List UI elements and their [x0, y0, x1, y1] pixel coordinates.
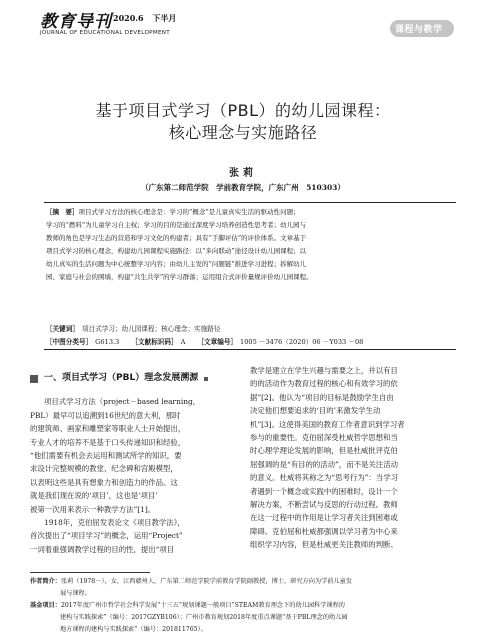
article-title-line-2: 核心理念与实施路径	[168, 123, 318, 142]
paragraph-line: 1918年，克伯屈发表论文《项目教学法》，	[44, 518, 185, 528]
paragraph-line: 决定他们想要追求的‘目的’来激发学生动	[250, 406, 381, 416]
paragraph-line: 以表明这些是具有想象力和创造力的作品。这	[30, 477, 178, 487]
fund-line: 地方课程的建构与实践探索”（编号：201811765）。	[60, 626, 207, 633]
paragraph-line: 据”[2]。他认为“项目的目标是鼓励学生自由	[250, 392, 394, 402]
body-right-column	[250, 364, 462, 552]
paragraph-line: 首次提出了“项目学习”的概念，运用“Project”	[30, 531, 183, 541]
article-no-label: ［文章编号］	[197, 338, 238, 346]
issue-info	[113, 13, 182, 24]
paragraph-line: 的的活动作为教育过程的核心和有效学习的依	[250, 379, 398, 389]
fund-line: 建构与实践探索”（编号：2017GZYB106）；广州市教育规划2018年度重点课题“基于PBL理念的幼儿园	[60, 614, 348, 621]
article-no-value: 1005 －3476（2020）06 －Y033 －08	[240, 338, 364, 346]
paragraph-line: 屈强调的是“有目的的活动”，而不是关注活动	[250, 459, 398, 469]
keywords: 项目式学习；幼儿园课程；核心理念；实施路径	[81, 325, 221, 333]
paragraph-line: 参与的重要性。克伯屈深受杜威哲学思想和当	[250, 433, 398, 443]
issue-half: 下半月	[152, 13, 177, 23]
author-bio-line: 作者简介：张莉（1978－），女，江西赣州人，广东第二师范学院学前教育学院副教授，博士，研究方向为学前儿童发	[30, 578, 353, 585]
keywords-line	[46, 323, 448, 336]
square-bullet-icon	[30, 375, 38, 383]
clc-value: G613.3	[95, 338, 120, 346]
abstract-line: 教师的角色是学习生态的营造和学习文化的构建者；具有“手脚评估”的评价体系。文章基于	[46, 234, 307, 243]
journal-header	[0, 0, 486, 48]
column-label: 课程与教学	[395, 25, 443, 35]
paragraph-line: 者遇到一个概念或实践中的困难时，设计一个	[250, 486, 398, 496]
paragraph-line: 专业人才的培养不是基于口头传递知识和经验，	[30, 437, 186, 447]
abstract-block	[46, 206, 448, 285]
paragraph-line: “他们需要有机会去运用和测试所学的知识，要	[30, 451, 182, 461]
paragraph-line: 的建筑师、画家和雕塑家等职业人士开始提出，	[30, 424, 186, 434]
abstract-line: 项目式学习的核心理念，构建幼儿园课程实施路径：以“多向联动”途径设计幼儿园课程；以	[46, 247, 307, 256]
paragraph-line: 项目式学习方法（project－based learning，	[44, 397, 201, 407]
paragraph-line: 在这一过程中的作用是让学习者关注到困难或	[250, 513, 398, 523]
classification-line	[46, 336, 448, 349]
keywords-label: ［关键词］	[46, 325, 79, 333]
paragraph-line: 的意义。杜威将其称之为“思考行为”：当学习	[250, 473, 398, 483]
journal-logo: 教育导刊	[40, 12, 112, 32]
abstract-bottom-rule	[44, 349, 456, 350]
doc-code-value: A	[180, 338, 186, 346]
section-heading	[30, 372, 240, 385]
section-heading-text: 一、项目式学习（PBL）理念发展溯源	[44, 373, 199, 383]
abstract-top-rule	[44, 202, 456, 203]
footnotes	[30, 576, 462, 636]
fund-line: 基金项目：2017年度广州市哲学社会科学发展“十三五”规划课题一般项目“STEAM教育理念下的幼儿园科学课程的	[30, 602, 345, 609]
paragraph-line: 解决方案，不断尝试与反思的行动过程。教师	[250, 500, 398, 510]
issue-number: 2020.6	[113, 13, 144, 23]
small-square-icon	[204, 377, 208, 381]
paragraph-line: 机”[3]。这使得美国的教育工作者意识到学习者	[250, 419, 405, 429]
author-affiliation: （广东第二师范学院 学前教育学院，广东广州 510303）	[141, 183, 345, 192]
abstract-line: ［摘 要］项目式学习方法的核心理念是：学习的“概念”是儿童真实生活的驱动性问题；	[46, 208, 300, 216]
author-bio-label: 作者简介：	[30, 578, 61, 585]
body-left-column	[30, 364, 240, 556]
article-metadata	[46, 323, 448, 349]
paragraph-line: 被第一次用来表示一种教学方法”[1]。	[30, 504, 156, 514]
abstract-line: 学习的“燃料”为儿童学习自主权；学习的目的是通过深度学习培养创造性思考者；幼儿园与	[46, 221, 307, 230]
clc-label: ［中图分类号］	[46, 338, 93, 346]
doc-code-label: ［文献标识码］	[131, 338, 178, 346]
paragraph-line: 时心理学理论发展的影响，但是杜威批评克伯	[250, 446, 398, 456]
paragraph-line: 障碍。克伯屈和杜威都强调以学习者为中心来	[250, 526, 398, 536]
journal-english-name: JOURNAL OF EDUCATIONAL DEVELOPMENT	[40, 30, 171, 36]
paragraph-line: 求设计完整规模的教堂、纪念碑和宫殿模型，	[30, 464, 178, 474]
footnote-rule	[30, 572, 150, 573]
article-title-line-1: 基于项目式学习（PBL）的幼儿园课程：	[95, 101, 391, 120]
paragraph-line: 一词着重强调教学过程的目的性，提出“项目	[30, 544, 175, 554]
abstract-line: 幼儿真实的生活问题为中心统整学习内容；由幼儿主发的“问题链”推进学习进程；拆解幼儿	[46, 260, 307, 269]
paragraph-line: PBL）最早可以追溯到16世纪的意大利，那时	[30, 410, 181, 420]
paragraph-line: 组织学习内容，但是杜威更关注教师的判断、	[250, 540, 398, 550]
paragraph-line: 教学是建立在学生兴趣与需要之上，并以有目	[250, 366, 398, 375]
paragraph-line: 就是我们现在说的‘项目’，这也是‘项目’	[30, 491, 158, 501]
author-name: 张莉	[229, 168, 257, 179]
fund-label: 基金项目：	[30, 602, 61, 609]
author-bio-line: 展与课程。	[60, 590, 91, 597]
abstract-label: ［摘 要］	[46, 208, 79, 216]
abstract-line: 园、家庭与社会的围墙，构建“共生共学”的学习群落；运用组合式评价量规评价幼儿园课程。	[46, 273, 313, 282]
